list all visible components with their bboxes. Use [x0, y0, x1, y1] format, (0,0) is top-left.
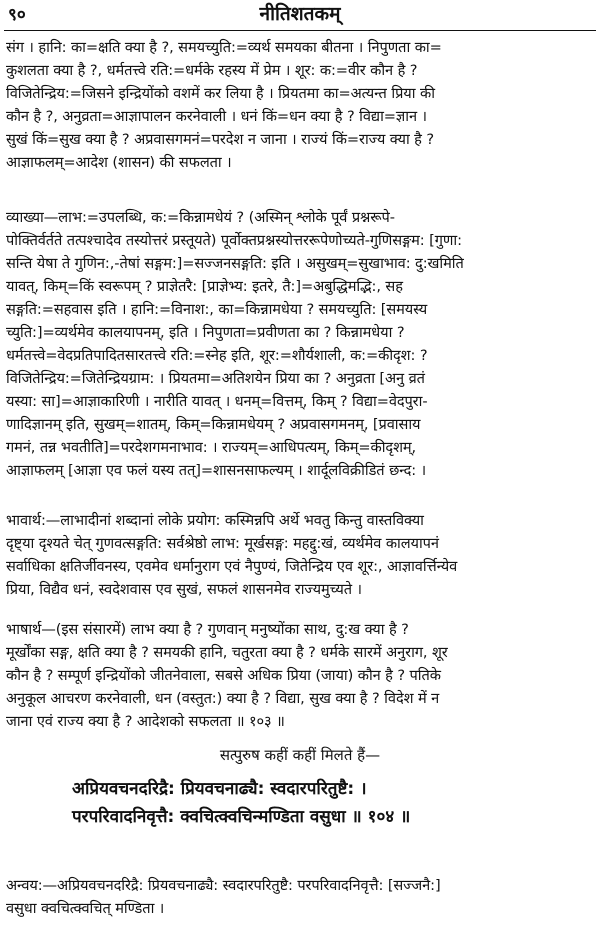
text-line: आज्ञाफलम् [आज्ञा एव फलं यस्य तत्]=शासनसाफल्यम् । शार्दूलविक्रीडितं छन्द: ।	[6, 462, 427, 479]
text-line: सर्वाधिका क्षतिर्जीवनस्य, एवमेव धर्मानुराग एवं नैपुण्यं, जितेन्द्रिय एव शूर:, आज्ञावर्त्तिन्येव	[6, 558, 458, 575]
text-line: धर्मतत्त्वे=वेदप्रतिपादितसारतत्त्वे रति:=स्नेह इति, शूर:=शौर्यशाली, क:=कीदृश: ?	[6, 347, 428, 364]
text-line: च्युति:]=व्यर्थमेव कालयापनम्, इति । निपुणता=प्रवीणता का ? किन्नामधेया ?	[6, 324, 405, 341]
text-line: पोक्तिर्वर्तते तत्पश्चादेव तस्योत्तरं प्रस्तूयते) पूर्वोक्तप्रश्नस्योत्तररूपेणोच्यते-गुणिसङ्गम: [गुणा:	[6, 232, 462, 249]
text-line: वसुधा क्वचित्क्वचित् मण्डिता ।	[6, 900, 165, 917]
text-line: दृष्ट्या दृश्यते चेत् गुणवत्सङ्गति: सर्वश्रेष्ठो लाभ: मूर्खसङ्ग: महद्दु:खं, व्यर्थमेव कालयापनं	[6, 535, 439, 552]
page-header	[0, 0, 600, 30]
text-line: प्रिया, विद्यैव धनं, स्वदेशवास एव सुखं, सफलं शासनमेव राज्यमुच्यते ।	[6, 581, 362, 598]
text-line: यस्या: सा]=आज्ञाकारिणी । नारीति यावत् । धनम्=वित्तम्, किम् ? विद्या=वेदपुरा-	[6, 393, 428, 410]
verse	[72, 775, 592, 831]
text-line: संग । हानि: का=क्षति क्या है ?, समयच्युति:=व्यर्थ समयका बीतना । निपुणता का=	[6, 39, 442, 56]
text-line: सन्ति येषा ते गुणिन:,-तेषां सङ्गम:]=सज्जनसङ्गति: इति । असुखम्=सुखाभाव: दु:खमिति	[6, 255, 464, 272]
text-line: सङ्गति:=सहवास इति । हानि:=विनाश:, का=किन्नामधेया ? समयच्युति: [समयस्य	[6, 301, 428, 318]
text-line: भावार्थ:—लाभादीनां शब्दानां लोके प्रयोग: कस्मिन्नपि अर्थे भवतु किन्तु वास्तविक्या	[6, 512, 424, 529]
text-line: यावत्, किम्=किं स्वरूपम् ? प्राज्ञेतरै: [प्राज्ञेभ्य: इतरे, तै:]=अबुद्धिमद्भि:, सह	[6, 278, 403, 295]
text-line: अनुकूल आचरण करनेवाली, धन (वस्तुत:) क्या है ? विद्या, सुख क्या है ? विदेश में न	[6, 690, 440, 707]
translation-paragraph	[6, 36, 596, 174]
text-line: मूर्खोंका सङ्ग, क्षति क्या है ? समयकी हानि, चतुरता क्या है ? धर्मके सारमें अनुराग, शूर	[6, 644, 448, 661]
text-line: जाना एवं राज्य क्या है ? आदेशको सफलता ॥ १०३ ॥	[6, 713, 285, 730]
header-rule	[4, 30, 596, 31]
text-line: विजितेन्द्रिय:=जितेन्द्रियग्राम: । प्रियतमा=अतिशयेन प्रिया का ? अनुव्रता [अनु व्रतं	[6, 370, 425, 387]
bhavartha-paragraph	[6, 509, 596, 601]
page-number: ९०	[8, 5, 26, 25]
text-line: आज्ञाफलम्=आदेश (शासन) की सफलता ।	[6, 154, 232, 171]
text-line: भाषार्थ—(इस संसारमें) लाभ क्या है ? गुणवान् मनुष्योंका साथ, दु:ख क्या है ?	[6, 621, 409, 638]
verse-intro: सत्पुरुष कहीं कहीं मिलते हैं—	[219, 746, 381, 764]
text-line: णादिज्ञानम् इति, सुखम्=शातम्, किम्=किन्नामधेयम् ? अप्रवासगमनम्, [प्रवासाय	[6, 416, 421, 433]
text-line: विजितेन्द्रिय:=जिसने इन्द्रियोंको वशमें कर लिया है । प्रियतमा का=अत्यन्त प्रिया की	[6, 85, 435, 102]
text-line: अन्वय:—अप्रियवचनदरिद्रै: प्रियवचनाढ्यै: स्वदारपरितुष्टै: परपरिवादनिवृत्तै: [सज्जनै:]	[6, 877, 441, 894]
text-line: गमनं, तन्न भवतीति]=परदेशगमनाभाव: । राज्यम्=आधिपत्यम्, किम्=कीदृशम्,	[6, 439, 417, 456]
text-line: व्याख्या—लाभ:=उपलब्धि, क:=किन्नामधेयं ? (अस्मिन् श्लोके पूर्वं प्रश्नरूपे-	[6, 209, 395, 226]
text-line: कुशलता क्या है ?, धर्मतत्त्वे रति:=धर्मके रहस्य में प्रेम । शूर: क:=वीर कौन है ?	[6, 62, 418, 79]
verse-line: अप्रियवचनदरिद्रै: प्रियवचनाढ्यै: स्वदारपरितुष्टै: ।	[72, 779, 367, 799]
text-line: सुखं किं=सुख क्या है ? अप्रवासगमनं=परदेश न जाना । राज्यं किं=राज्य क्या है ?	[6, 131, 434, 148]
anvaya-paragraph	[6, 874, 596, 920]
text-line: कौन है ? सम्पूर्ण इन्द्रियोंको जीतनेवाला, सबसे अधिक प्रिया (जाया) कौन है ? पतिके	[6, 667, 441, 684]
commentary-paragraph	[6, 206, 596, 482]
running-title: नीतिशतकम्	[259, 3, 341, 25]
bhashartha-paragraph	[6, 618, 596, 733]
verse-line: परपरिवादनिवृत्तै: क्वचित्क्वचिन्मण्डिता वसुधा ॥ १०४ ॥	[72, 807, 411, 827]
text-line: कौन है ?, अनुव्रता=आज्ञापालन करनेवाली । धनं किं=धन क्या है ? विद्या=ज्ञान ।	[6, 108, 427, 125]
